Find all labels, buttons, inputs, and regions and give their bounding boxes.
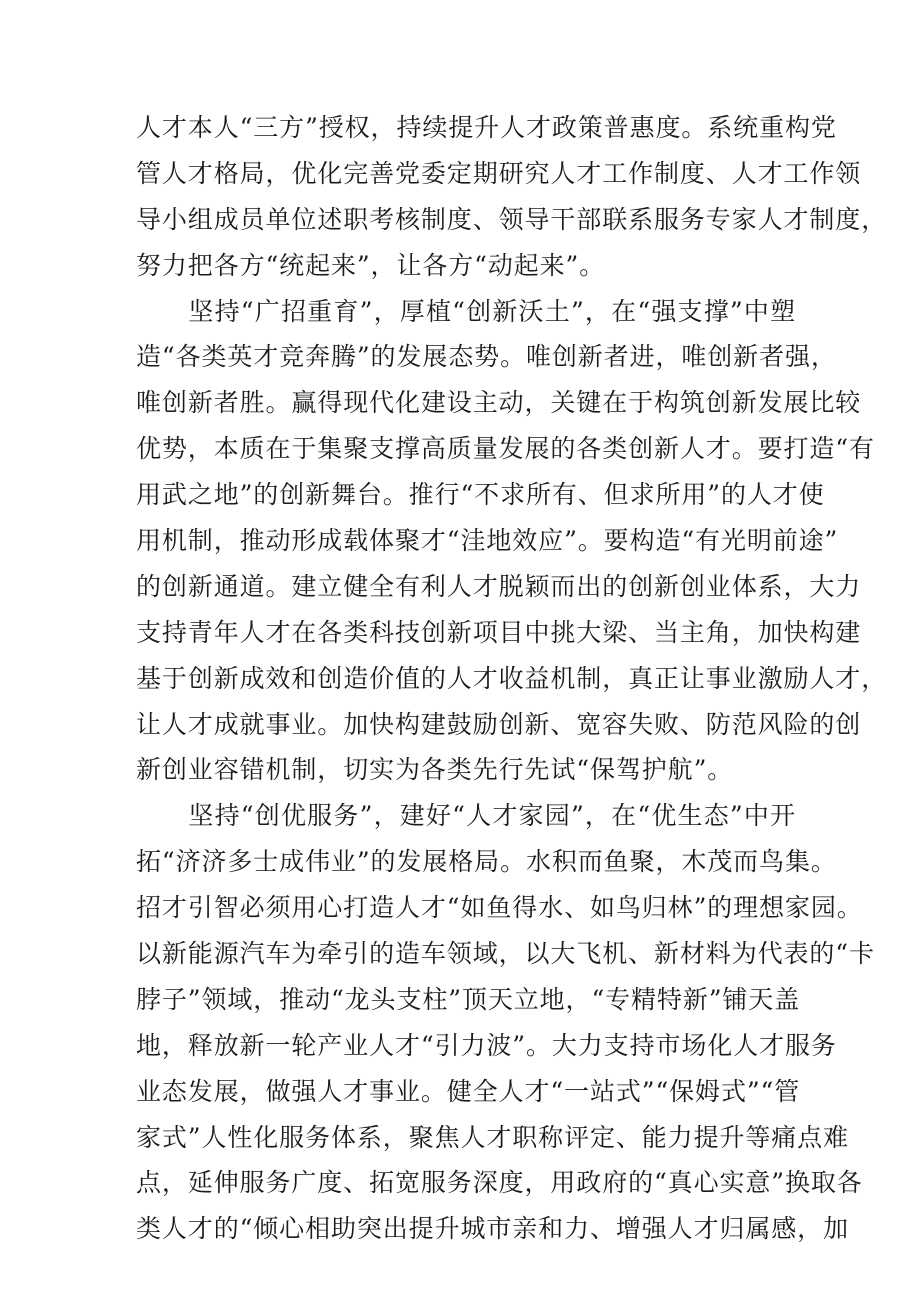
text-line: 唯创新者胜。赢得现代化建设主动，关键在于构筑创新发展比较 bbox=[136, 388, 862, 418]
text-line: 人才本人“三方”授权，持续提升人才政策普惠度。系统重构党 bbox=[136, 113, 837, 142]
text-line: 导小组成员单位述职考核制度、领导干部联系服务专家人才制度， bbox=[136, 204, 888, 234]
text-line: 支持青年人才在各类科技创新项目中挑大梁、当主角，加快构建 bbox=[136, 617, 862, 647]
text-line: 坚持“创优服务”，建好“人才家园”，在“优生态”中开 bbox=[136, 801, 796, 831]
text-line: 管人才格局，优化完善党委定期研究人才工作制度、人才工作领 bbox=[136, 158, 862, 188]
text-line: 地，释放新一轮产业人才“引力波”。大力支持市场化人才服务 bbox=[136, 1030, 837, 1060]
text-line: 拓“济济多士成伟业”的发展格局。水积而鱼聚，木茂而鸟集。 bbox=[136, 847, 837, 877]
paragraph-2 bbox=[136, 289, 888, 794]
text-line: 家式”人性化服务体系，聚焦人才职称评定、能力提升等痛点难 bbox=[136, 1122, 849, 1152]
text-line: 新创业容错机制，切实为各类先行先试“保驾护航”。 bbox=[136, 755, 734, 785]
text-line: 类人才的“倾心相助突出提升城市亲和力、增强人才归属感，加 bbox=[136, 1214, 849, 1244]
text-line: 基于创新成效和创造价值的人才收益机制，真正让事业激励人才， bbox=[136, 663, 888, 693]
text-line: 用武之地”的创新舞台。推行“不求所有、但求所用”的人才使 bbox=[136, 480, 825, 510]
text-line: 招才引智必须用心打造人才“如鱼得水、如鸟归林”的理想家园。 bbox=[136, 893, 863, 923]
text-line: 用机制，推动形成载体聚才“洼地效应”。要构造“有光明前途” bbox=[136, 526, 839, 556]
text-line: 以新能源汽车为牵引的造车领域，以大飞机、新材料为代表的“卡 bbox=[136, 939, 875, 969]
paragraph-1 bbox=[136, 105, 888, 289]
text-line: 让人才成就事业。加快构建鼓励创新、宽容失败、防范风险的创 bbox=[136, 709, 862, 739]
document-body bbox=[136, 105, 888, 1252]
text-line: 优势，本质在于集聚支撑高质量发展的各类创新人才。要打造“有 bbox=[136, 434, 875, 464]
text-line: 点，延伸服务广度、拓宽服务深度，用政府的“真心实意”换取各 bbox=[136, 1168, 863, 1198]
text-line: 业态发展，做强人才事业。健全人才“一站式”“保姆式”“管 bbox=[136, 1076, 801, 1106]
text-line: 的创新通道。建立健全有利人才脱颖而出的创新创业体系，大力 bbox=[136, 571, 862, 601]
text-line: 脖子”领域，推动“龙头支柱”顶天立地，“专精特新”铺天盖 bbox=[136, 984, 801, 1014]
text-line: 造“各类英才竞奔腾”的发展态势。唯创新者进，唯创新者强， bbox=[136, 342, 837, 372]
text-line: 努力把各方“统起来”，让各方“动起来”。 bbox=[136, 250, 606, 280]
paragraph-3 bbox=[136, 793, 875, 1252]
text-line: 坚持“广招重育”，厚植“创新沃土”，在“强支撑”中塑 bbox=[136, 296, 796, 326]
